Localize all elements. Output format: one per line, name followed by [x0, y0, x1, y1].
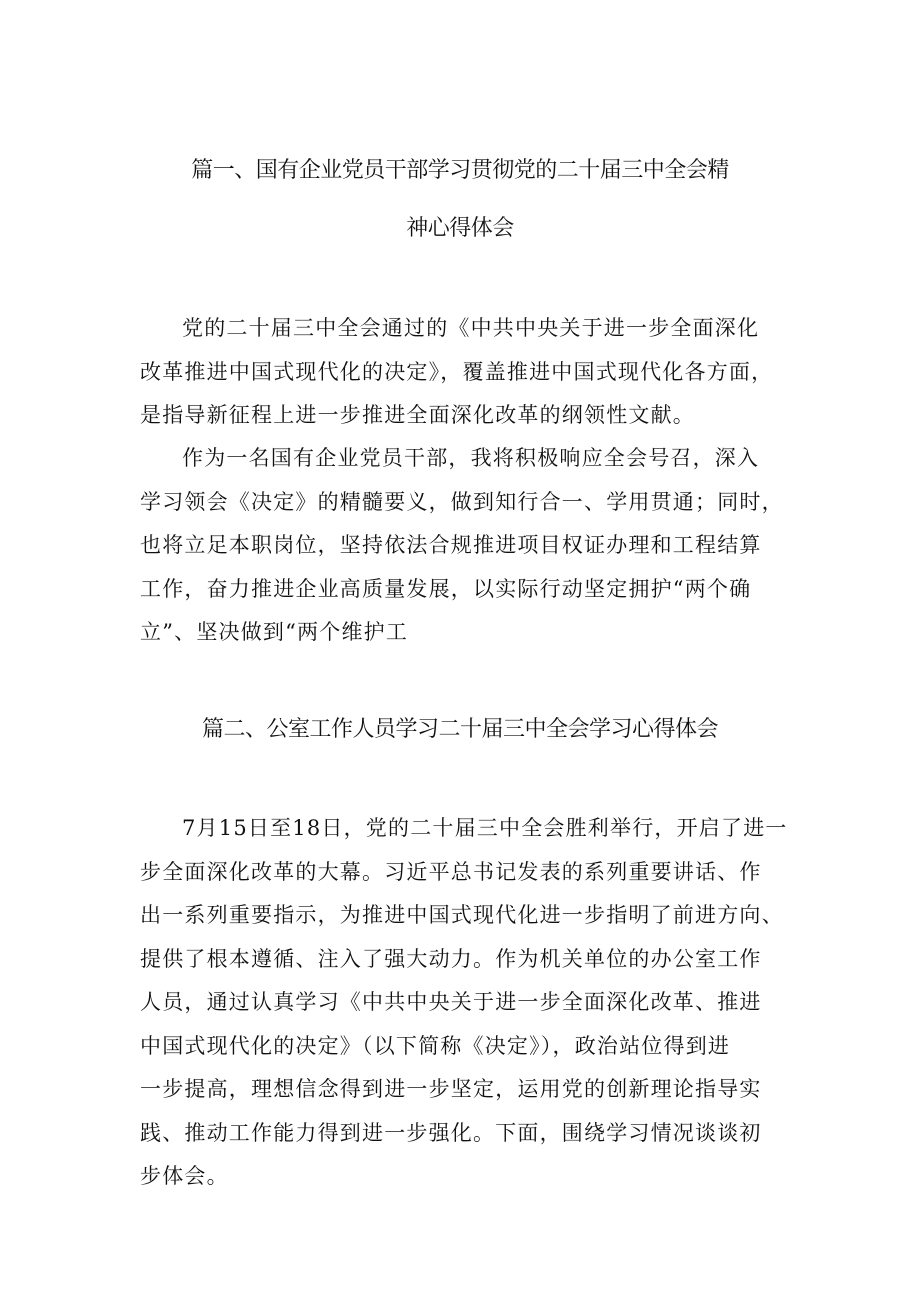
text-line: 立”、坚决做到“两个维护工: [140, 620, 409, 644]
text-line: 一步提高，理想信念得到进一步坚定，运用党的创新理论指导实: [140, 1077, 762, 1101]
section1-title-line1: 篇一、国有企业党员干部学习贯彻党的二十届三中全会精: [191, 158, 729, 183]
section1-paragraph-2: [140, 437, 800, 655]
text-line: 出一系列重要指示，为推进中国式现代化进一步指明了前进方向、: [140, 903, 784, 927]
text-line: 工作，奋力推进企业高质量发展，以实际行动坚定拥护“两个确: [140, 576, 752, 601]
text-line: 提供了根本遵循、注入了强大动力。作为机关单位的办公室工作: [140, 946, 762, 971]
section1-title-line2: 神心得体会: [406, 216, 514, 241]
text-line: 步体会。: [140, 1164, 229, 1188]
text-line: 党的二十届三中全会通过的《中共中央关于进一步全面深化: [182, 316, 760, 340]
section2-paragraph-1: [140, 807, 800, 1199]
text-line: 中国式现代化的决定》（以下简称《决定》），政治站位得到进: [140, 1033, 731, 1058]
text-line: 7月15日至18日，党的二十届三中全会胜利举行，开启了进一: [182, 816, 788, 840]
text-line: 人员，通过认真学习《中共中央关于进一步全面深化改革、推进: [140, 990, 762, 1014]
text-line: 改革推进中国式现代化的决定》，覆盖推进中国式现代化各方面，: [140, 359, 774, 384]
text-line: 步全面深化改革的大幕。习近平总书记发表的系列重要讲话、作: [140, 859, 762, 884]
text-line: 践、推动工作能力得到进一步强化。下面，围绕学习情况谈谈初: [140, 1120, 762, 1145]
text-line: 是指导新征程上进一步推进全面深化改革的纲领性文献。: [140, 403, 695, 427]
section1-paragraph-1: [140, 307, 800, 438]
text-line: 也将立足本职岗位，坚持依法合规推进项目权证办理和工程结算: [140, 533, 762, 557]
text-line: 作为一名国有企业党员干部，我将积极响应全会号召，深入: [182, 446, 760, 470]
section2-title: 篇二、公室工作人员学习二十届三中全会学习心得体会: [201, 717, 718, 742]
text-line: 学习领会《决定》的精髓要义，做到知行合一、学用贯通；同时，: [140, 489, 784, 514]
